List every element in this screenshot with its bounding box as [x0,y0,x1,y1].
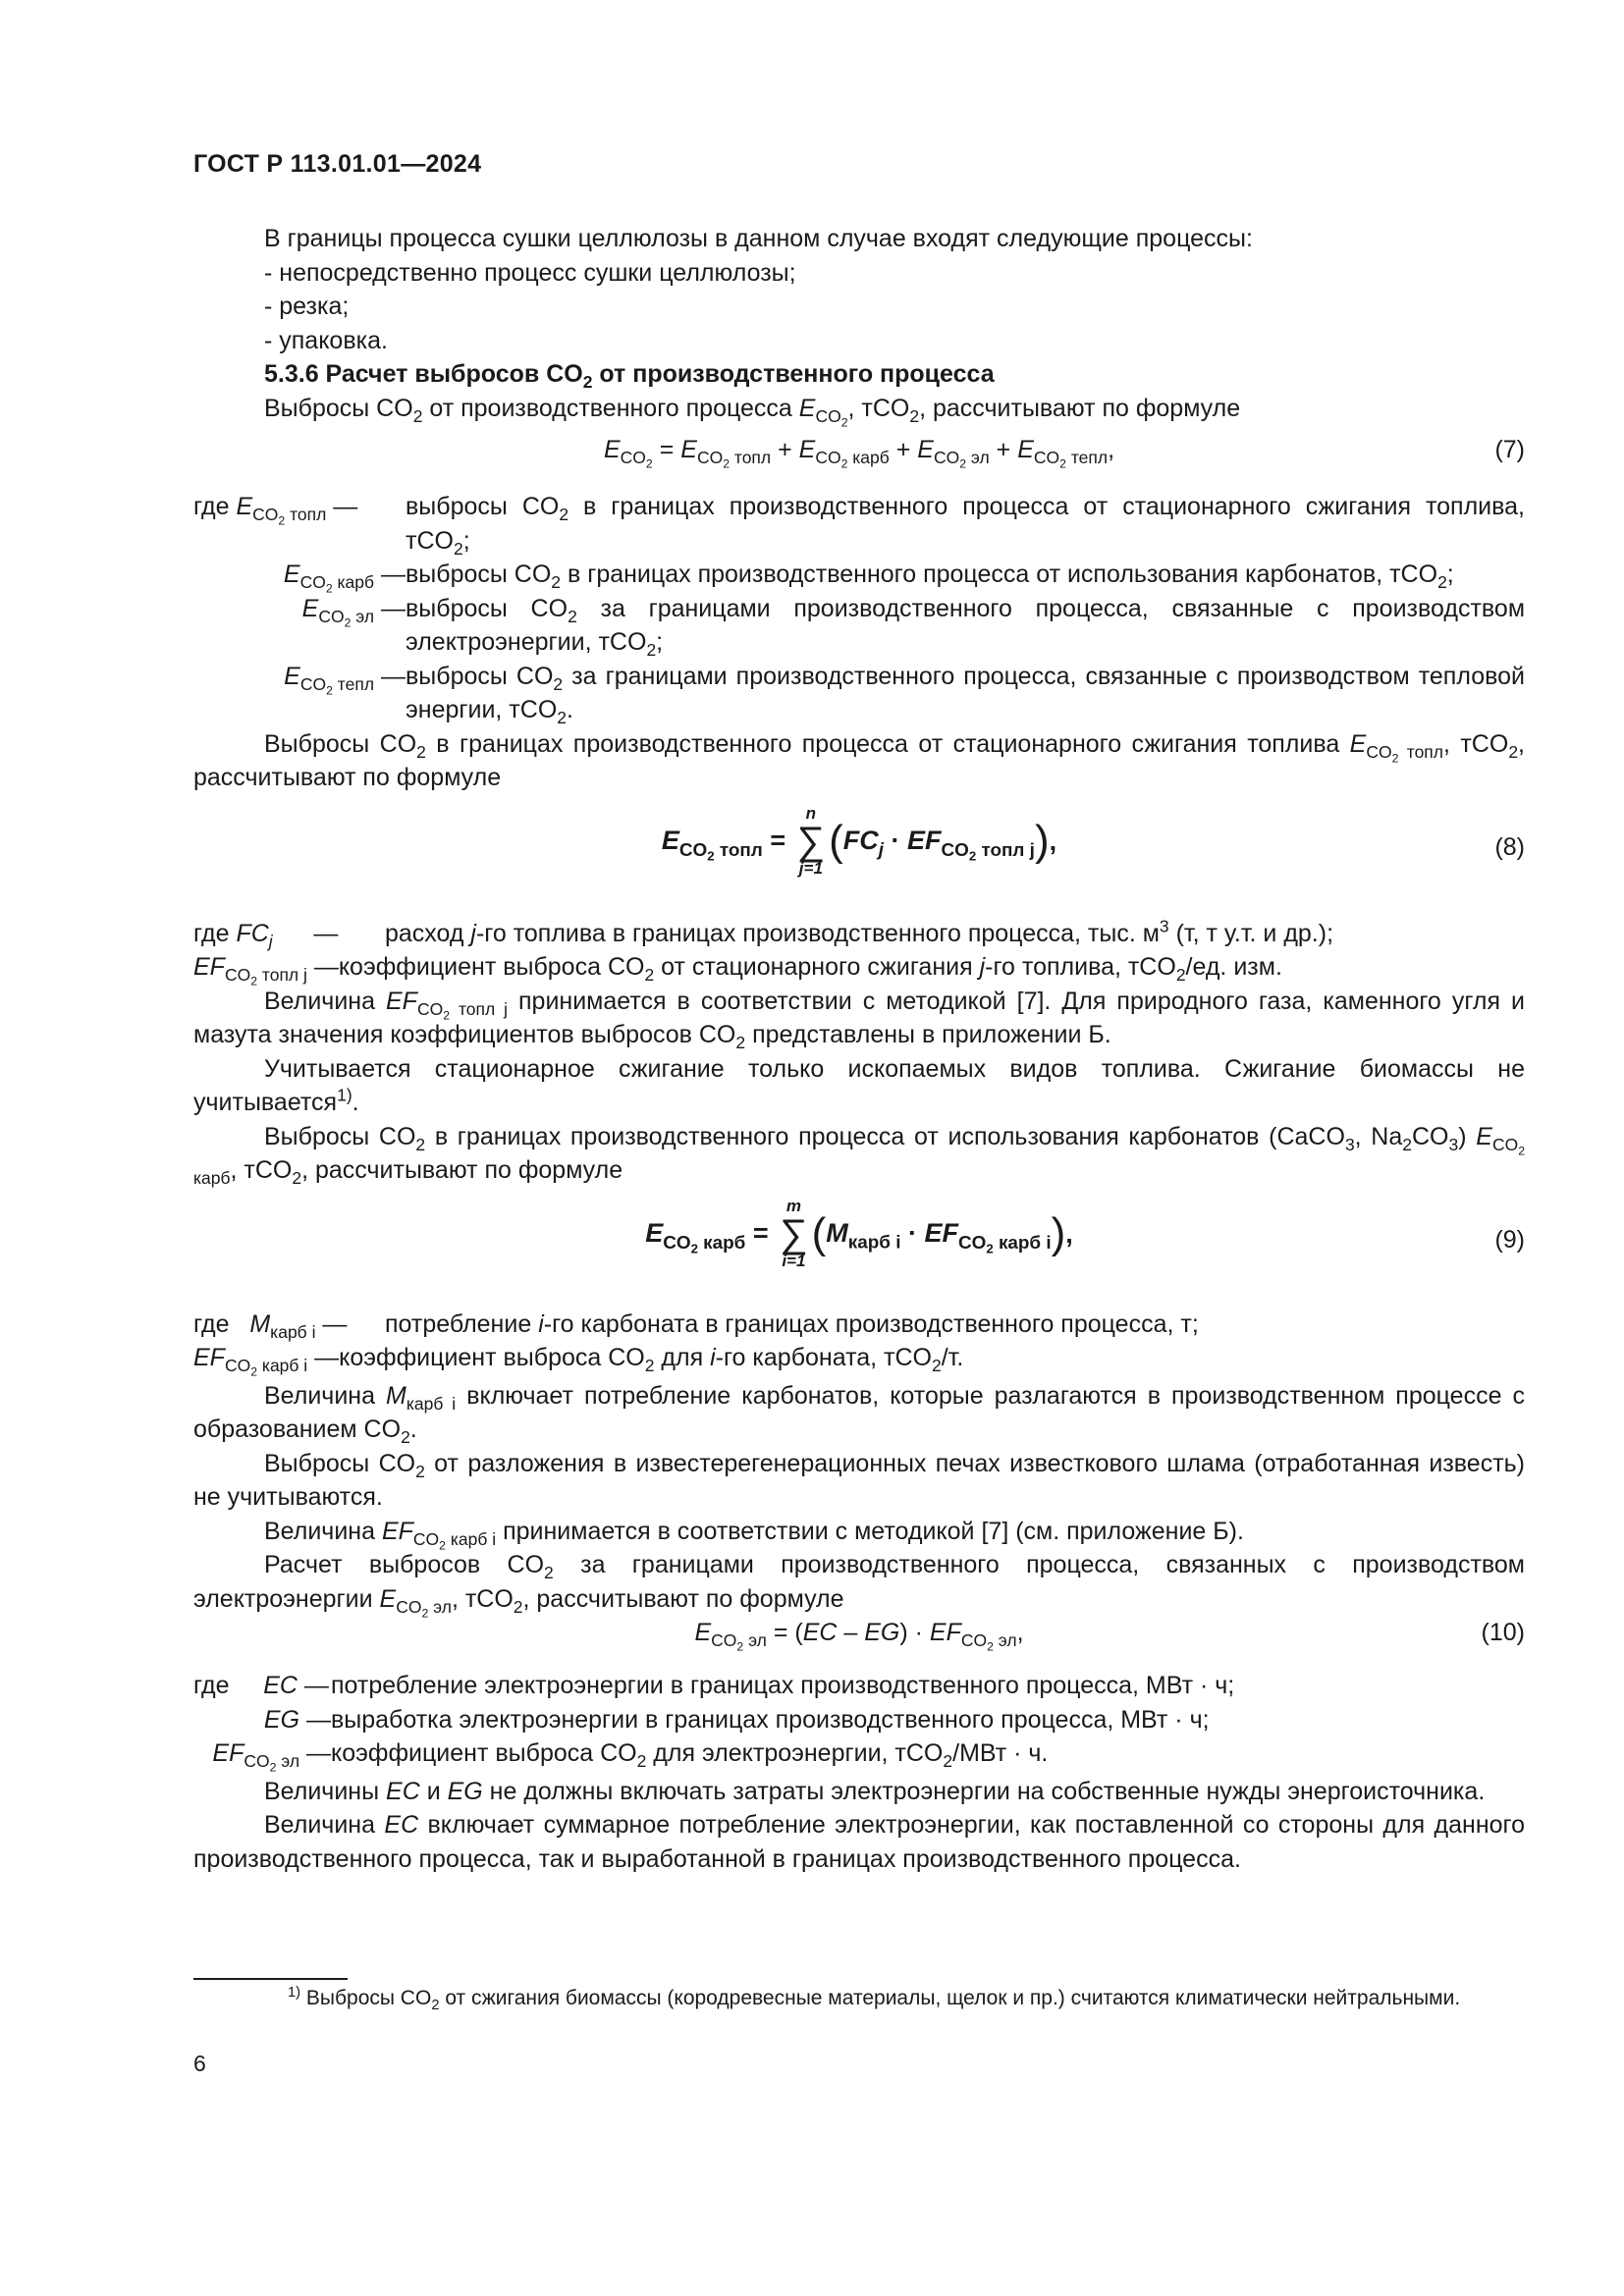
formula-8-number: (8) [1494,832,1525,861]
list-item: - резка; [264,293,350,320]
formula-7-number: (7) [1494,436,1525,463]
definition-e-el [193,592,1525,660]
definition-m-karb [193,1308,1525,1342]
paragraph-lime-kiln: Выбросы $CO_2$ от разложения в известерегенерационных печах известкового шлама (отработанная известь) не учитываются. [193,1449,1525,1511]
formula-10 [193,1616,1525,1665]
definition-text: коэффициент выброса $CO_2$ от стационарного сжигания j-го топлива, тCO$_2$/ед. изм. [338,953,1282,986]
formula-8 [193,795,1525,911]
formula-8-expression: $E_{CO_2 топл}$ = n ∑ j=1 $(FC_j \cdot EF_{CO_2 топл j})$, [661,803,1057,878]
page-number: 6 [193,2051,206,2076]
definition-e-karb [193,558,1525,596]
paragraph-ec-total: Величина EC включает суммарное потребление электроэнергии, как поставленной со стороны для данного производственного процесса, так и выработанной в границах производственного процесса. [193,1811,1525,1873]
definition-symbol: $E_{CO_2 эл}$ — [301,594,406,629]
section-heading: 5.3.6 Расчет выбросов $CO_2$ от производственного процесса [264,360,995,393]
paragraph-fossil-fuel: Учитывается стационарное сжигание только ископаемых видов топлива. Сжигание биомассы не учитывается$^{1)}$. [193,1054,1525,1116]
definition-e-topl [193,490,1525,558]
definition-symbol: $EF_{CO_2 топл j}$ — [193,953,339,988]
formula-9-number: (9) [1494,1225,1525,1254]
definition-text: выбросы $CO_2$ за границами производственного процесса, связанные с производством тепловой энергии, тCO$_2$. [406,662,1525,728]
definition-text: коэффициент выброса $CO_2$ для электроэнергии, тCO$_2$/МВт · ч. [331,1739,1049,1772]
definition-symbol: $E_{CO_2 карб}$ — [283,561,406,596]
paragraph-intro-formula-9: Выбросы $CO_2$ в границах производственного процесса от использования карбонатов (CaCO$_3$, $Na_2CO_3$) $E_{CO_2 карб}$, тCO$_2$, рассчитывают по формуле [193,1122,1526,1189]
footnote-ref: 1) [337,1085,352,1105]
definition-text: расход j-го топлива в границах производственного процесса, тыс. $м^3$ (т, т у.т. и др.); [385,915,1334,947]
sum-operator: n ∑ j=1 [796,803,826,878]
formula-10-expression: $E_{CO_2 эл} = (EC - EG) \cdot EF_{CO_2 эл}$, [694,1619,1024,1654]
definition-text: потребление i-го карбоната в границах производственного процесса, т; [385,1309,1199,1338]
sum-operator: m ∑ i=1 [780,1196,808,1270]
formula-9 [193,1188,1525,1304]
paragraph-m-karb: Величина $M_{карб i}$ включает потребление карбонатов, которые разлагаются в производственном процессе с образованием $CO_2$. [193,1381,1526,1448]
paragraph-ef-topl-value: Величина $EF_{CO_2 топл j}$ принимается в соответствии с методикой [7]. Для природного газа, каменного угля и мазута значения коэффициентов выбросов $CO_2$ представлены в приложении Б. [193,987,1525,1053]
definition-text: коэффициент выброса $CO_2$ для i-го карбоната, тCO$_2$/т. [339,1344,964,1376]
list-item: - упаковка. [264,326,388,354]
definition-ec [193,1669,1525,1703]
footnote-divider [193,1978,348,1980]
definition-symbol: $E_{CO_2 тепл}$ — [284,662,406,697]
paragraph-ef-karb-value: Величина $EF_{CO_2 карб i}$ принимается в соответствии с методикой [7] (см. приложение Б). [264,1517,1244,1552]
formula-10-number: (10) [1481,1619,1525,1646]
document-header: ГОСТ Р 113.01.01—2024 [193,150,482,178]
paragraph-intro-formula-8: Выбросы $CO_2$ в границах производственного процесса от стационарного сжигания топлива $E_{CO_2 топл}$, тCO$_2$, рассчитывают по формуле [193,729,1525,791]
formula-7-expression: $E_{CO_2} = E_{CO_2 топл} + E_{CO_2 карб} + E_{CO_2 эл} + E_{CO_2 тепл}$, [603,436,1115,471]
definition-fc [193,917,1525,951]
paragraph-intro-formula-10: Расчет выбросов $CO_2$ за границами производственного процесса, связанных с производством электроэнергии $E_{CO_2 эл}$, тCO$_2$, рассчитывают по формуле [193,1551,1525,1620]
definition-symbol: где EC — [193,1672,329,1699]
definition-symbol: $EF_{CO_2 карб i}$ — [193,1344,340,1379]
definition-text: выбросы $CO_2$ за границами производственного процесса, связанные с производством электроэнергии, тCO$_2$; [406,594,1526,661]
definition-symbol: $EF_{CO_2 эл}$ — [212,1739,331,1775]
definition-text: потребление электроэнергии в границах производственного процесса, МВт · ч; [331,1672,1235,1699]
definition-text: выработка электроэнергии в границах производственного процесса, МВт · ч; [331,1705,1210,1734]
formula-7 [193,425,1525,480]
definition-text: выбросы $CO_2$ в границах производственного процесса от использования карбонатов, тCO$_2$; [406,561,1454,593]
definition-ef-el [193,1736,1525,1775]
paragraph-ec-eg: Величины EC и EG не должны включать затраты электроэнергии на собственные нужды энергоисточника. [264,1777,1486,1805]
definition-e-tepl [193,660,1525,727]
definition-ef-karb [193,1341,1525,1379]
formula-9-expression: $E_{CO_2 карб}$ = m ∑ i=1 $(M_{карб i} \cdot EF_{CO_2 карб i})$, [645,1196,1073,1270]
footnote: $^{1)}$ Выбросы $CO_2$ от сжигания биомассы (кородревесные материалы, щелок и пр.) считаются климатически нейтральными. [288,1984,1461,2014]
intro-paragraph: В границы процесса сушки целлюлозы в данном случае входят следующие процессы: [264,225,1253,252]
list-item: - непосредственно процесс сушки целлюлозы; [264,258,796,287]
definition-symbol: где $FC_j$ — [193,919,339,951]
definition-symbol: где $M_{карб i}$ — [193,1309,348,1342]
body-text [193,222,1525,1876]
footnote-mark: 1) [288,1984,301,2001]
definition-ef-topl [193,950,1525,988]
definition-text: выбросы $CO_2$ в границах производственного процесса от стационарного сжигания топлива, тCO$_2$; [406,493,1525,559]
paragraph-intro-formula-7: Выбросы $CO_2$ от производственного процесса $E_{CO_2}$, тCO$_2$, рассчитывают по формуле [264,394,1241,429]
definition-eg [193,1703,1525,1737]
definition-symbol: EG — [263,1705,331,1734]
definition-symbol: где $E_{CO_2 топл}$ — [193,493,358,528]
